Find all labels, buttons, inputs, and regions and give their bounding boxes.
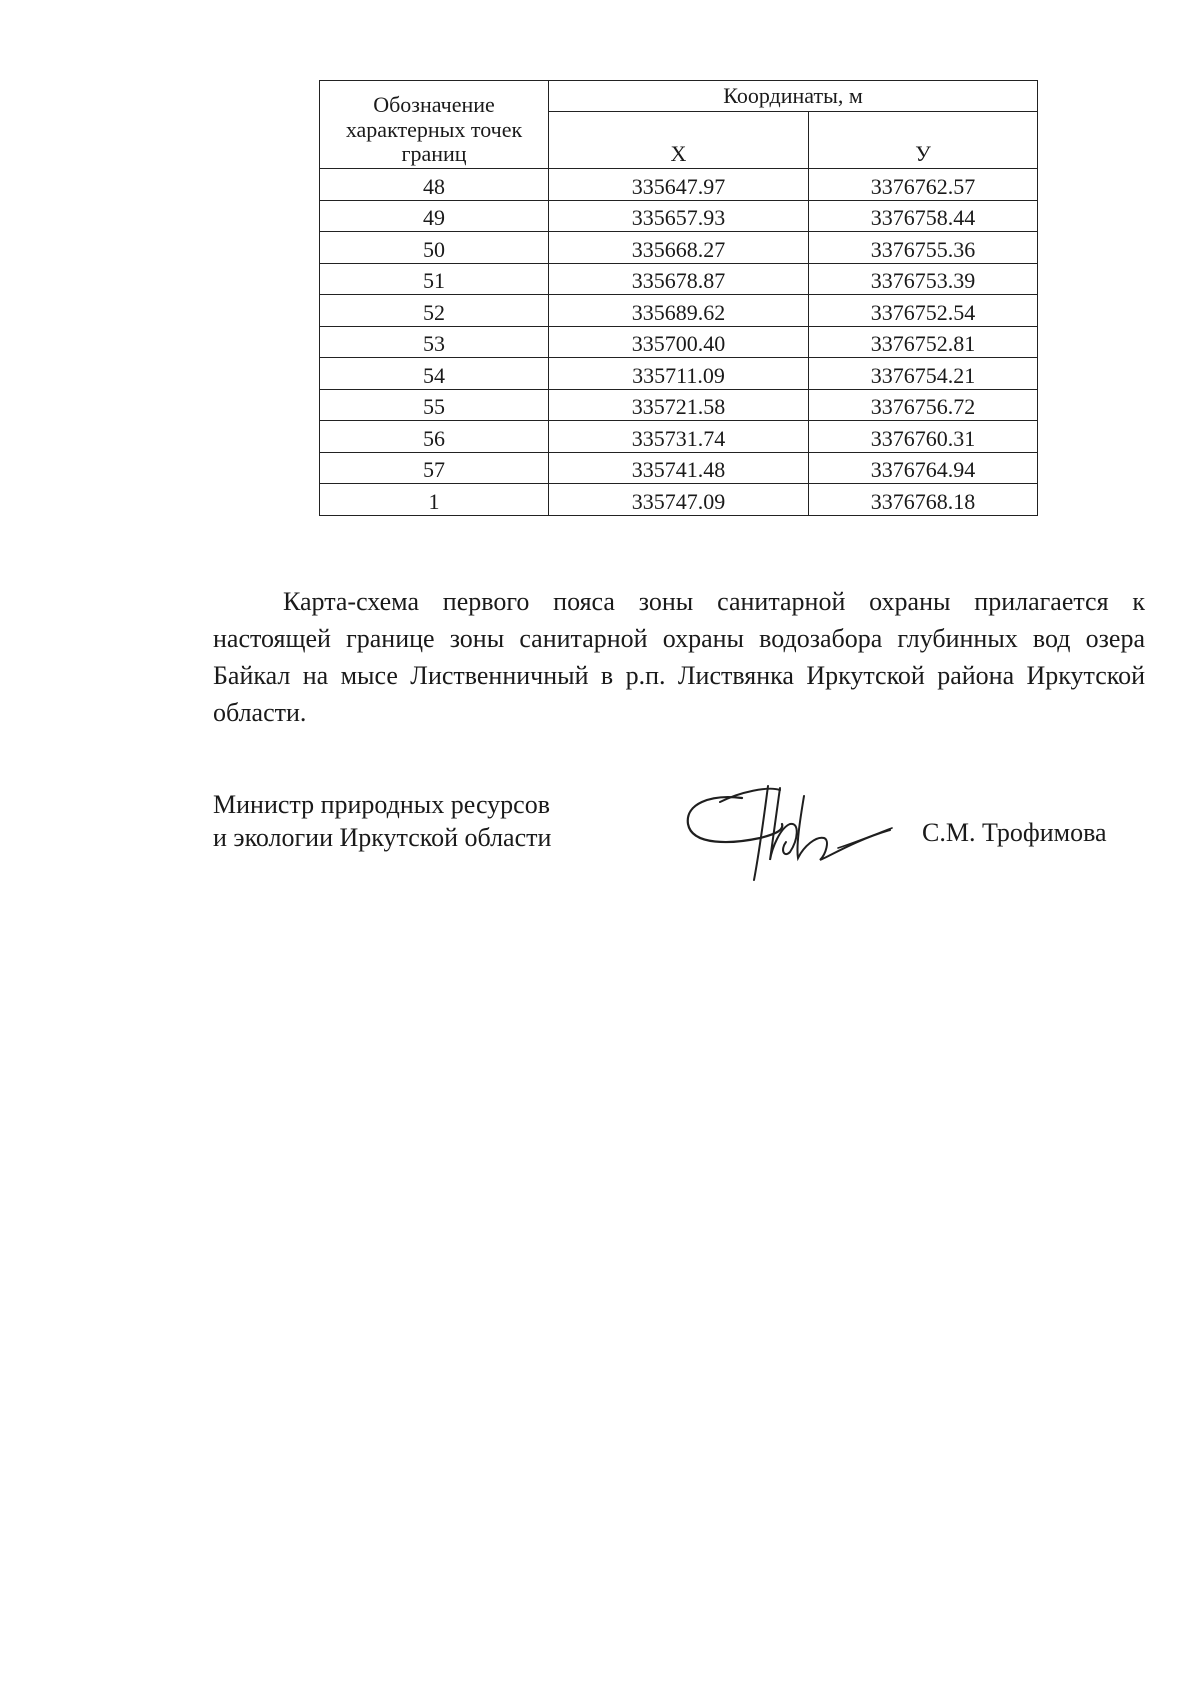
table-row [320, 263, 1038, 295]
x-coordinate-cell: 335731.74 [549, 421, 809, 453]
y-coordinate-cell: 3376752.81 [809, 326, 1038, 358]
y-coordinate-cell: 3376753.39 [809, 263, 1038, 295]
table-row [320, 452, 1038, 484]
table-row [320, 295, 1038, 327]
point-cell: 51 [320, 263, 549, 295]
y-coordinate-cell: 3376752.54 [809, 295, 1038, 327]
point-cell: 50 [320, 232, 549, 264]
x-coordinate-cell: 335700.40 [549, 326, 809, 358]
y-coordinate-cell: 3376755.36 [809, 232, 1038, 264]
y-coordinate-cell: 3376762.57 [809, 169, 1038, 201]
body-paragraph: Карта-схема первого пояса зоны санитарной охраны прилагается к настоящей границе зоны санитарной охраны водозабора глубинных вод озера Байкал на мысе Лиственничный в р.п. Листвянка Иркутской района Иркутской области. [213, 587, 1145, 727]
point-cell: 57 [320, 452, 549, 484]
x-coordinate-cell: 335741.48 [549, 452, 809, 484]
x-coordinate-cell: 335678.87 [549, 263, 809, 295]
y-coordinate-cell: 3376760.31 [809, 421, 1038, 453]
x-coordinate-cell: 335647.97 [549, 169, 809, 201]
table-row [320, 421, 1038, 453]
point-cell: 55 [320, 389, 549, 421]
y-coordinate-cell: 3376764.94 [809, 452, 1038, 484]
y-coordinate-cell: 3376758.44 [809, 200, 1038, 232]
table-row [320, 326, 1038, 358]
x-coordinate-cell: 335711.09 [549, 358, 809, 390]
point-cell: 53 [320, 326, 549, 358]
table-row [320, 358, 1038, 390]
coordinates-header: Координаты, м [549, 81, 1038, 112]
point-cell: 49 [320, 200, 549, 232]
x-coordinate-cell: 335747.09 [549, 484, 809, 516]
coordinates-table [319, 80, 1038, 516]
table-body [320, 169, 1038, 516]
x-coordinate-cell: 335721.58 [549, 389, 809, 421]
point-cell: 1 [320, 484, 549, 516]
y-coordinate-cell: 3376754.21 [809, 358, 1038, 390]
point-cell: 56 [320, 421, 549, 453]
table-row [320, 232, 1038, 264]
table-row [320, 200, 1038, 232]
handwritten-signature [680, 776, 895, 886]
point-cell: 52 [320, 295, 549, 327]
y-header: У [809, 112, 1038, 169]
table-row [320, 484, 1038, 516]
signatory-position [213, 788, 551, 854]
position-line-2: и экологии Иркутской области [213, 823, 552, 852]
position-line-1: Министр природных ресурсов [213, 790, 550, 819]
signer-name: С.М. Трофимова [922, 818, 1107, 847]
y-coordinate-cell: 3376768.18 [809, 484, 1038, 516]
x-header: X [549, 112, 809, 169]
x-coordinate-cell: 335668.27 [549, 232, 809, 264]
point-cell: 54 [320, 358, 549, 390]
table-row [320, 169, 1038, 201]
table-row [320, 389, 1038, 421]
point-cell: 48 [320, 169, 549, 201]
x-coordinate-cell: 335657.93 [549, 200, 809, 232]
y-coordinate-cell: 3376756.72 [809, 389, 1038, 421]
x-coordinate-cell: 335689.62 [549, 295, 809, 327]
designation-header: Обозначение характерных точек границ [320, 81, 549, 169]
